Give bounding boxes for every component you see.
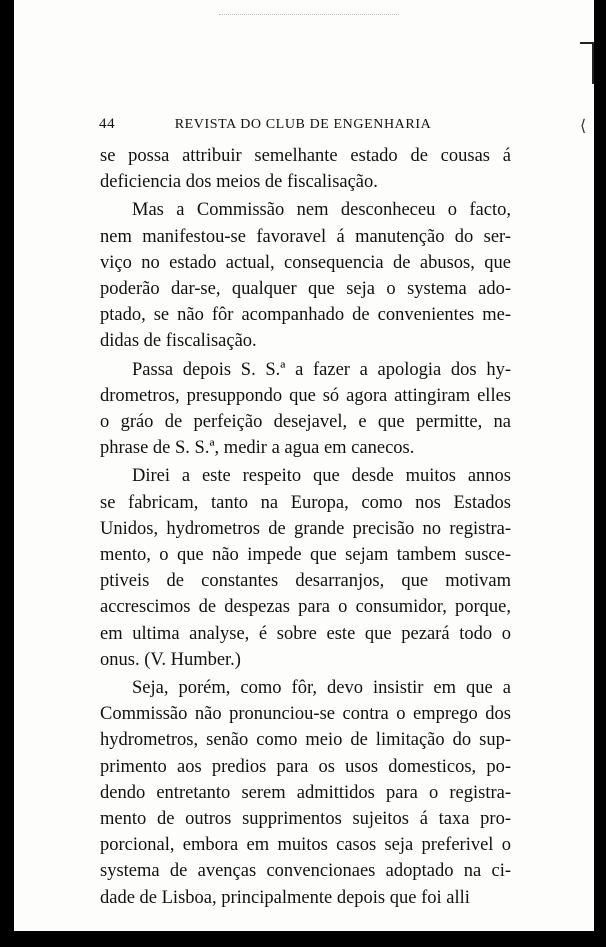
text-line: o gráo de perfeição desejavel, e que permitte, na: [100, 412, 511, 433]
text-line: dendo entretanto serem admittidos para o registra-: [100, 782, 511, 803]
text-line: Unidos, hydrometros de grande precisão no registra-: [100, 518, 511, 539]
paragraph: [100, 197, 511, 354]
scan-artifact-line: [219, 14, 399, 19]
text-line: deficiencia dos meios de fiscalisação.: [100, 172, 378, 193]
page-number: 44: [99, 116, 116, 132]
text-line: hydrometros, senão como meio de limitação do sup-: [100, 730, 511, 751]
journal-title: REVISTA DO CLUB DE ENGENHARIA: [174, 117, 432, 132]
text-line: systema de avenças convencionaes adoptado na ci-: [100, 861, 511, 882]
text-line: phrase de S. S.ª, medir a agua em canecos.: [100, 438, 415, 459]
text-line: porcional, embora em muitos casos seja preferivel o: [100, 835, 511, 856]
paragraph: [100, 143, 511, 195]
text-line: se fabricam, tanto na Europa, como nos Estados: [100, 492, 511, 513]
page-edge-mark: [580, 42, 594, 84]
body-text: [100, 143, 511, 913]
running-head: [99, 116, 507, 138]
paragraph: [100, 675, 511, 911]
text-line: em ultima analyse, é sobre este que pezará todo o: [100, 623, 511, 644]
text-line: drometros, presuppondo que só agora attingiram elles: [100, 385, 511, 406]
paragraph: [100, 463, 511, 673]
text-line: ptado, se não fôr acompanhado de convenientes me-: [100, 305, 511, 326]
text-line: se possa attribuir semelhante estado de cousas á: [100, 146, 511, 166]
text-line: dade de Lisboa, principalmente depois que foi alli: [100, 887, 470, 908]
text-line: mento de outros supprimentos sujeitos á taxa pro-: [100, 809, 511, 830]
text-line: poderão dar-se, qualquer que seja o systema ado-: [100, 279, 511, 300]
text-line: mento, o que não impede que sejam tambem susce-: [100, 545, 511, 566]
text-line: nem manifestou-se favoravel á manutenção do ser-: [100, 226, 511, 247]
text-line: ptiveis de constantes desarranjos, que motivam: [100, 571, 511, 592]
text-line: Seja, porém, como fôr, devo insistir em que a: [132, 678, 511, 699]
text-line: Direi a este respeito que desde muitos annos: [132, 466, 511, 487]
text-line: Commissão não pronunciou-se contra o emprego dos: [100, 704, 511, 725]
text-line: accrescimos de despezas para o consumidor, porque,: [100, 597, 511, 618]
text-line: primento aos predios para os usos domesticos, po-: [100, 756, 511, 777]
text-line: viço no estado actual, consequencia de abusos, que: [100, 252, 511, 273]
text-line: onus. (V. Humber.): [100, 649, 241, 670]
text-line: Passa depois S. S.ª a fazer a apologia dos hy-: [132, 359, 511, 380]
margin-bracket-mark: ⟨: [580, 118, 587, 135]
text-line: didas de fiscalisação.: [100, 331, 257, 352]
scanned-page: [14, 0, 594, 931]
text-line: Mas a Commissão nem desconheceu o facto,: [132, 200, 511, 221]
paragraph: [100, 357, 511, 462]
